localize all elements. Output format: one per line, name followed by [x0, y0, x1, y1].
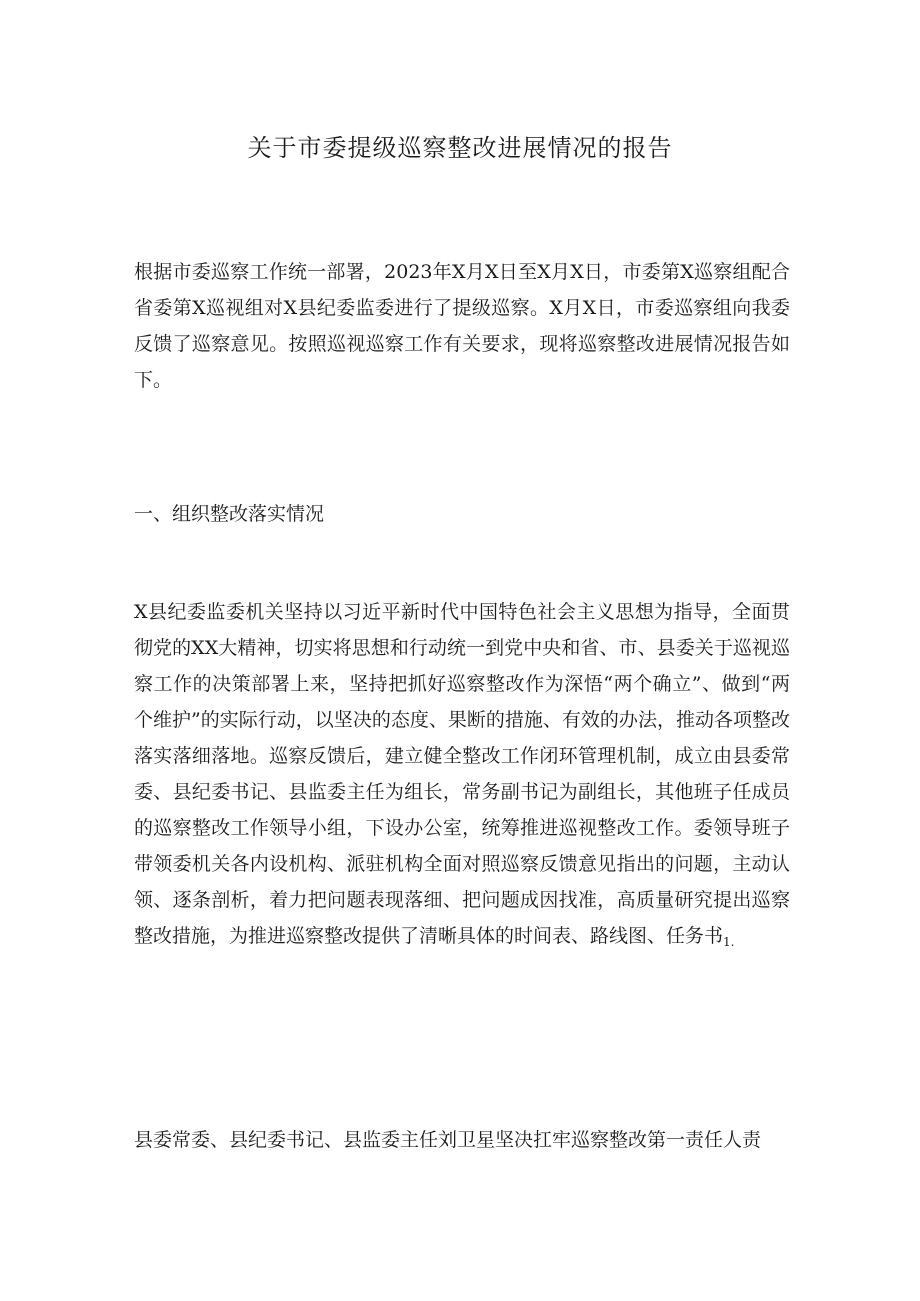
body-paragraph	[134, 594, 790, 960]
section-heading: 一、组织整改落实情况	[134, 503, 325, 525]
intro-paragraph: 根据市委巡察工作统一部署，2023年X月X日至X月X日，市委第X巡察组配合省委第X巡视组对X县纪委监委进行了提级巡察。X月X日，市委巡察组向我委反馈了巡察意见。按照巡视巡察工作有关要求，现将巡察整改进展情况报告如下。	[134, 261, 790, 391]
body-paragraph-continued: 县委常委、县纪委书记、县监委主任刘卫星坚决扛牢巡察整改第一责任人责	[134, 1129, 762, 1151]
document-title: 关于市委提级巡察整改进展情况的报告	[247, 134, 673, 162]
body-paragraph-text: X县纪委监委机关坚持以习近平新时代中国特色社会主义思想为指导，全面贯彻党的XX大精神，切实将思想和行动统一到党中央和省、市、县委关于巡视巡察工作的决策部署上来，坚持把抓好巡察整改作为深悟“两个确立”、做到“两个维护”的实际行动，以坚决的态度、果断的措施、有效的办法，推动各项整改落实落细落地。巡察反馈后，建立健全整改工作闭环管理机制，成立由县委常委、县纪委书记、县监委主任为组长，常务副书记为副组长，其他班子任成员的巡察整改工作领导小组，下设办公室，统筹推进巡视整改工作。委领导班子带领委机关各内设机构、派驻机构全面对照巡察反馈意见指出的问题，主动认领、逐条剖析，着力把问题表现落细、把问题成因找准，高质量研究提出巡察整改措施，为推进巡察整改提供了清晰具体的时间表、路线图、任务书	[134, 601, 790, 947]
footnote-mark: 1.	[723, 935, 735, 949]
